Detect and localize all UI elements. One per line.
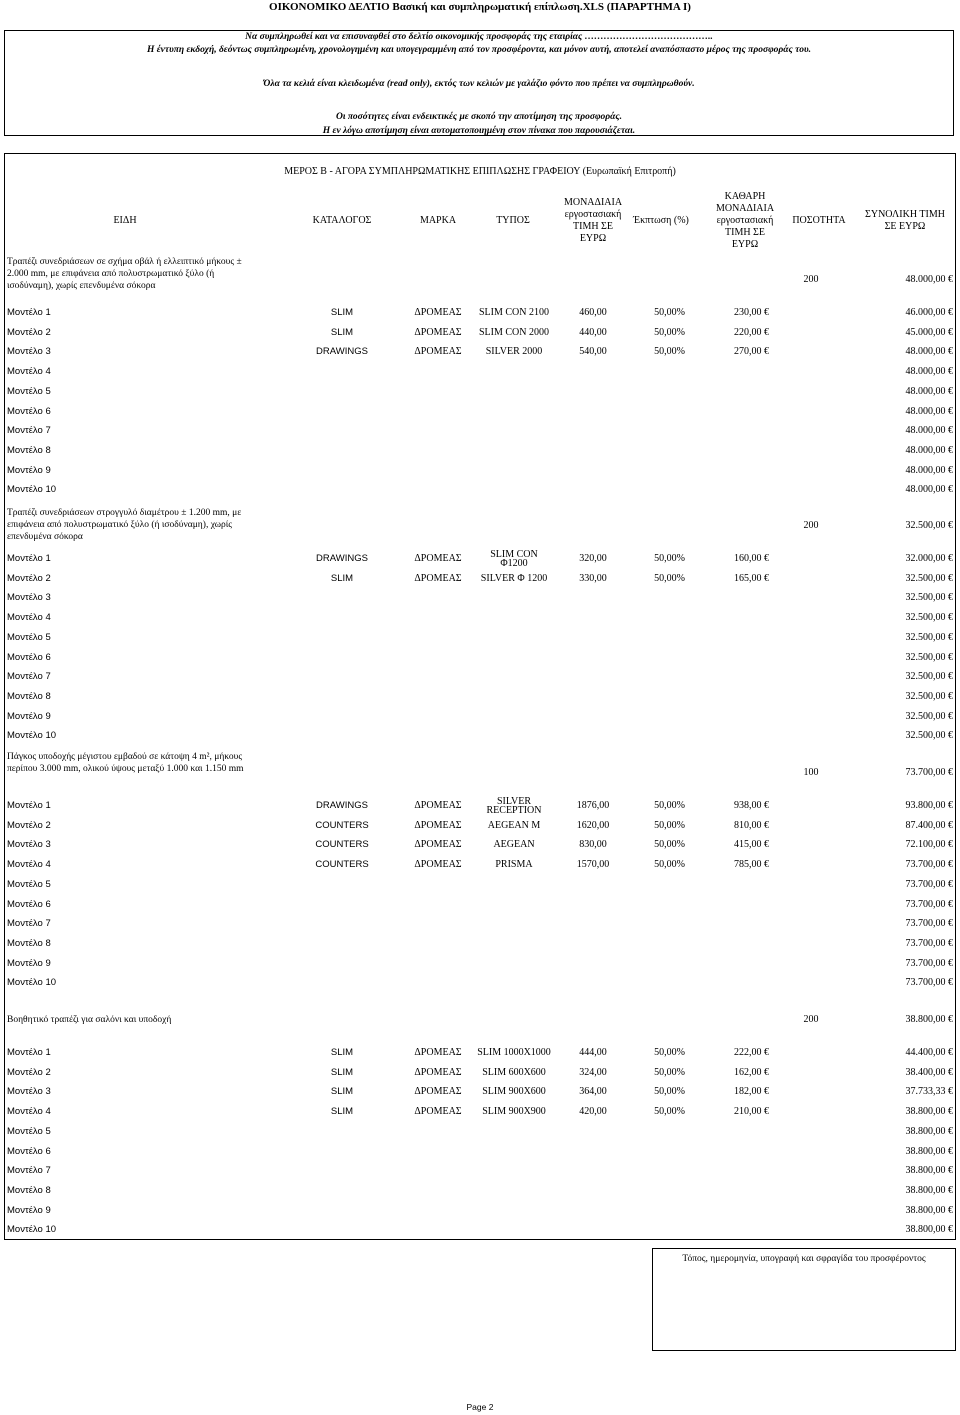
row-total-cell: 73.700,00 € — [905, 918, 953, 930]
table-row — [5, 1202, 953, 1220]
section-total: 32.500,00 € — [905, 520, 953, 531]
net-price-cell: 810,00 € — [734, 819, 769, 831]
row-total-cell: 48.000,00 € — [905, 405, 953, 417]
table-row — [5, 442, 953, 460]
col-header-type: ΤΥΠΟΣ — [496, 215, 530, 226]
section-quantity: 100 — [803, 767, 819, 778]
table-row — [5, 481, 953, 499]
section-description-line: Τραπέζι συνεδριάσεων στρογγυλό διαμέτρου ± 1.200 mm, με — [7, 508, 242, 518]
section-description-line: επενδυμένα σόκορα — [7, 532, 83, 542]
model-name: Μοντέλο 8 — [7, 937, 51, 949]
catalog-cell: DRAWINGS — [316, 553, 368, 564]
unit-price-cell: 1620,00 — [576, 819, 610, 831]
signature-box — [652, 1248, 956, 1351]
row-total-cell: 38.800,00 € — [905, 1106, 953, 1118]
model-name: Μοντέλο 8 — [7, 1184, 51, 1196]
unit-price-cell: 324,00 — [579, 1066, 607, 1078]
section-quantity: 200 — [803, 274, 819, 285]
net-price-cell: 160,00 € — [734, 553, 769, 564]
net-price-cell: 210,00 € — [734, 1106, 769, 1118]
catalog-cell: DRAWINGS — [316, 346, 368, 358]
brand-cell: ΔΡΟΜΕΑΣ — [414, 572, 462, 584]
table-row — [5, 974, 953, 992]
type-cell: SLIM 1000X1000 — [477, 1047, 551, 1058]
net-price-cell: 230,00 € — [734, 307, 769, 318]
unit-price-cell: 1570,00 — [576, 859, 610, 871]
table-row — [5, 1083, 953, 1101]
type-cell-line: SILVER — [496, 796, 532, 807]
row-total-cell: 72.100,00 € — [905, 839, 953, 851]
row-total-cell: 73.700,00 € — [905, 957, 953, 969]
model-name: Μοντέλο 3 — [7, 1086, 51, 1098]
model-name: Μοντέλο 2 — [7, 572, 51, 584]
model-name: Μοντέλο 5 — [7, 878, 51, 890]
row-total-cell: 46.000,00 € — [905, 307, 953, 318]
brand-cell: ΔΡΟΜΕΑΣ — [414, 1086, 462, 1098]
model-name: Μοντέλο 2 — [7, 1066, 51, 1078]
brand-cell: ΔΡΟΜΕΑΣ — [414, 326, 462, 338]
net-price-cell: 270,00 € — [734, 346, 769, 358]
discount-cell: 50,00% — [654, 839, 685, 851]
section-description-line: Πάγκος υποδοχής μέγιστου εμβαδού σε κάτοψη 4 m², μήκους — [7, 752, 243, 762]
type-cell: SLIM CON 2000 — [478, 326, 549, 338]
row-total-cell: 32.500,00 € — [905, 631, 953, 643]
catalog-cell: SLIM — [330, 326, 354, 338]
instructions-box — [4, 30, 954, 136]
catalog-cell: COUNTERS — [315, 859, 369, 871]
model-name: Μοντέλο 7 — [7, 1165, 51, 1177]
discount-cell: 50,00% — [654, 859, 685, 871]
table-row — [5, 422, 953, 440]
unit-price-cell: 444,00 — [579, 1047, 607, 1058]
type-cell: PRISMA — [495, 859, 533, 871]
model-name: Μοντέλο 3 — [7, 839, 51, 851]
discount-cell: 50,00% — [654, 572, 685, 584]
row-total-cell: 37.733,33 € — [905, 1086, 953, 1098]
col-header-net-price: ΚΑΘΑΡΗ ΜΟΝΑΔΙΑΙΑ εργοστασιακή ΤΙΜΗ ΣΕ ΕΥΡΩ — [715, 191, 775, 250]
row-total-cell: 32.500,00 € — [905, 710, 953, 722]
row-total-cell: 48.000,00 € — [905, 444, 953, 456]
catalog-cell: COUNTERS — [315, 819, 369, 831]
brand-cell: ΔΡΟΜΕΑΣ — [414, 819, 462, 831]
net-price-cell: 938,00 € — [734, 800, 769, 811]
model-name: Μοντέλο 5 — [7, 385, 51, 397]
unit-price-cell: 460,00 — [579, 307, 607, 318]
model-name: Μοντέλο 2 — [7, 819, 51, 831]
table-row — [5, 589, 953, 607]
catalog-cell: SLIM — [330, 1066, 354, 1078]
row-total-cell: 32.500,00 € — [905, 572, 953, 584]
col-header-quantity: ΠΟΣΟΤΗΤΑ — [792, 215, 846, 226]
table-row — [5, 343, 953, 361]
row-total-cell: 32.500,00 € — [905, 690, 953, 702]
brand-cell: ΔΡΟΜΕΑΣ — [414, 1066, 462, 1078]
table-row — [5, 1123, 953, 1141]
type-cell-line: RECEPTION — [486, 805, 542, 816]
model-name: Μοντέλο 9 — [7, 957, 51, 969]
model-name: Μοντέλο 1 — [7, 553, 51, 564]
catalog-cell: SLIM — [330, 1047, 354, 1058]
row-total-cell: 48.000,00 € — [905, 366, 953, 378]
note-quantities: Οι ποσότητες είναι ενδεικτικές με σκοπό την αποτίμηση της προσφοράς. — [335, 112, 623, 122]
catalog-cell: SLIM — [330, 572, 354, 584]
row-total-cell: 48.000,00 € — [905, 464, 953, 476]
row-total-cell: 32.000,00 € — [905, 553, 953, 564]
model-name: Μοντέλο 6 — [7, 651, 51, 663]
section-description — [7, 1014, 171, 1026]
model-name: Μοντέλο 8 — [7, 444, 51, 456]
section-quantity: 200 — [803, 520, 819, 531]
table-row — [5, 856, 953, 874]
model-name: Μοντέλο 5 — [7, 1125, 51, 1137]
col-header-item: ΕΙΔΗ — [113, 215, 137, 226]
discount-cell: 50,00% — [654, 800, 685, 811]
type-cell — [467, 797, 561, 815]
page-number: Page 2 — [466, 1402, 494, 1412]
unit-price-cell: 320,00 — [579, 553, 607, 564]
model-name: Μοντέλο 10 — [7, 977, 57, 989]
row-total-cell: 44.400,00 € — [905, 1047, 953, 1058]
row-total-cell: 48.000,00 € — [905, 484, 953, 496]
row-total-cell: 48.000,00 € — [905, 346, 953, 358]
price-table — [4, 153, 956, 1240]
note-valuation: Η εν λόγω αποτίμηση είναι αυτοματοποιημένη στον πίνακα που παρουσιάζεται. — [322, 126, 636, 136]
part-title: ΜΕΡΟΣ Β - ΑΓΟΡΑ ΣΥΜΠΛΗΡΩΜΑΤΙΚΗΣ ΕΠΙΠΛΩΣΗΣ ΓΡΑΦΕΙΟΥ (Ευρωπαϊκή Επιτροπή) — [284, 166, 676, 177]
table-row — [5, 1143, 953, 1161]
brand-cell: ΔΡΟΜΕΑΣ — [414, 800, 462, 811]
type-cell: AEGEAN — [493, 839, 535, 851]
table-row — [5, 708, 953, 726]
row-total-cell: 87.400,00 € — [905, 819, 953, 831]
model-name: Μοντέλο 9 — [7, 464, 51, 476]
table-row — [5, 876, 953, 894]
table-row — [5, 629, 953, 647]
brand-cell: ΔΡΟΜΕΑΣ — [414, 839, 462, 851]
section-description-line: 2.000 mm, με επιφάνεια από πολυστρωματικό ξύλο (ή — [7, 269, 215, 279]
section-description — [7, 507, 241, 543]
table-row — [5, 1182, 953, 1200]
discount-cell: 50,00% — [654, 346, 685, 358]
type-cell: AEGEAN M — [487, 819, 541, 831]
unit-price-cell: 364,00 — [579, 1086, 607, 1098]
note-attach: Να συμπληρωθεί και να επισυναφθεί στο δελτίο οικονομικής προσφοράς της εταιρίας ………………………………….. — [245, 32, 713, 42]
row-total-cell: 73.700,00 € — [905, 898, 953, 910]
model-name: Μοντέλο 5 — [7, 631, 51, 643]
unit-price-cell: 330,00 — [579, 572, 607, 584]
col-header-brand: ΜΑΡΚΑ — [419, 215, 457, 226]
model-name: Μοντέλο 6 — [7, 405, 51, 417]
table-row — [5, 403, 953, 421]
net-price-cell: 785,00 € — [734, 859, 769, 871]
discount-cell: 50,00% — [654, 819, 685, 831]
row-total-cell: 38.800,00 € — [905, 1145, 953, 1157]
model-name: Μοντέλο 3 — [7, 592, 51, 604]
row-total-cell: 38.800,00 € — [905, 1165, 953, 1177]
catalog-cell: SLIM — [330, 1106, 354, 1118]
model-name: Μοντέλο 3 — [7, 346, 51, 358]
row-total-cell: 32.500,00 € — [905, 671, 953, 683]
row-total-cell: 38.800,00 € — [905, 1204, 953, 1216]
brand-cell: ΔΡΟΜΕΑΣ — [414, 859, 462, 871]
table-row — [5, 1103, 953, 1121]
discount-cell: 50,00% — [654, 1086, 685, 1098]
section-total: 48.000,00 € — [905, 274, 953, 285]
row-total-cell: 48.000,00 € — [905, 425, 953, 437]
model-name: Μοντέλο 7 — [7, 425, 51, 437]
model-name: Μοντέλο 10 — [7, 1224, 57, 1236]
type-cell-line: SLIM CON — [490, 549, 538, 560]
catalog-cell: COUNTERS — [315, 839, 369, 851]
row-total-cell: 32.500,00 € — [905, 612, 953, 624]
catalog-cell: DRAWINGS — [316, 800, 368, 811]
net-price-cell: 220,00 € — [734, 326, 769, 338]
type-cell: SLIM 600X600 — [482, 1066, 546, 1078]
model-name: Μοντέλο 1 — [7, 1047, 51, 1058]
table-row — [5, 383, 953, 401]
table-row — [5, 649, 953, 667]
model-name: Μοντέλο 9 — [7, 1204, 51, 1216]
col-header-total: ΣΥΝΟΛΙΚΗ ΤΙΜΗ ΣΕ ΕΥΡΩ — [865, 209, 945, 232]
model-name: Μοντέλο 4 — [7, 859, 51, 871]
discount-cell: 50,00% — [654, 553, 685, 564]
brand-cell: ΔΡΟΜΕΑΣ — [414, 1106, 462, 1118]
model-name: Μοντέλο 7 — [7, 671, 51, 683]
section-description-line: ισοδύναμη), χωρίς επενδυμένα σόκορα — [7, 281, 156, 291]
discount-cell: 50,00% — [654, 326, 685, 338]
type-cell-line: Φ1200 — [500, 558, 528, 569]
model-name: Μοντέλο 2 — [7, 326, 51, 338]
type-cell: SLIM 900X900 — [482, 1106, 546, 1118]
table-row — [5, 1064, 953, 1082]
table-row — [5, 935, 953, 953]
table-row — [5, 817, 953, 835]
signature-label: Τόπος, ημερομηνία, υπογραφή και σφραγίδα του προσφέροντος — [682, 1254, 926, 1264]
model-name: Μοντέλο 9 — [7, 710, 51, 722]
type-cell: SLIM CON 2100 — [478, 307, 549, 318]
model-name: Μοντέλο 7 — [7, 918, 51, 930]
table-row — [5, 304, 953, 322]
table-row — [5, 688, 953, 706]
section-description — [7, 256, 242, 292]
model-name: Μοντέλο 1 — [7, 800, 51, 811]
unit-price-cell: 830,00 — [579, 839, 607, 851]
model-name: Μοντέλο 6 — [7, 898, 51, 910]
discount-cell: 50,00% — [654, 307, 685, 318]
row-total-cell: 38.400,00 € — [905, 1066, 953, 1078]
model-name: Μοντέλο 4 — [7, 1106, 51, 1118]
unit-price-cell: 440,00 — [579, 326, 607, 338]
table-row — [5, 955, 953, 973]
brand-cell: ΔΡΟΜΕΑΣ — [414, 553, 462, 564]
table-row — [5, 609, 953, 627]
table-row — [5, 363, 953, 381]
section-total: 73.700,00 € — [905, 767, 953, 778]
brand-cell: ΔΡΟΜΕΑΣ — [414, 346, 462, 358]
model-name: Μοντέλο 8 — [7, 690, 51, 702]
net-price-cell: 415,00 € — [734, 839, 769, 851]
table-row — [5, 896, 953, 914]
row-total-cell: 93.800,00 € — [905, 800, 953, 811]
net-price-cell: 182,00 € — [734, 1086, 769, 1098]
col-header-catalog: ΚΑΤΑΛΟΓΟΣ — [312, 215, 372, 226]
table-row — [5, 797, 953, 815]
note-printed-version: Η έντυπη εκδοχή, δεόντως συμπληρωμένη, χρονολογημένη και υπογεγραμμένη από τον προσφέροντα, και μόνον αυτή, αποτελεί αναπόσπαστο μέρος της προσφοράς του. — [146, 45, 812, 55]
row-total-cell: 32.500,00 € — [905, 730, 953, 742]
unit-price-cell: 540,00 — [579, 346, 607, 358]
net-price-cell: 162,00 € — [734, 1066, 769, 1078]
row-total-cell: 73.700,00 € — [905, 859, 953, 871]
table-row — [5, 836, 953, 854]
section-description-line: περίπου 3.000 mm, ολικού ύψους μεταξύ 1.000 και 1.150 mm — [7, 764, 244, 774]
model-name: Μοντέλο 1 — [7, 307, 51, 318]
discount-cell: 50,00% — [654, 1106, 685, 1118]
row-total-cell: 73.700,00 € — [905, 878, 953, 890]
section-description-line: επιφάνεια από πολυστρωματικό ξύλο (ή ισοδύναμη), χωρίς — [7, 520, 233, 530]
table-row — [5, 915, 953, 933]
table-row — [5, 727, 953, 745]
table-row — [5, 462, 953, 480]
table-row — [5, 668, 953, 686]
type-cell — [467, 550, 561, 568]
section-description — [7, 751, 244, 775]
unit-price-cell: 1876,00 — [576, 800, 610, 811]
col-header-unit-price: ΜΟΝΑΔΙΑΙΑ εργοστασιακή ΤΙΜΗ ΣΕ ΕΥΡΩ — [563, 197, 623, 244]
brand-cell: ΔΡΟΜΕΑΣ — [414, 307, 462, 318]
section-description-line: Βοηθητικό τραπέζι για σαλόνι και υποδοχή — [7, 1015, 172, 1025]
note-locked-cells: Όλα τα κελιά είναι κλειδωμένα (read only), εκτός των κελιών με γαλάζιο φόντο που πρέπει να συμπληρωθούν. — [263, 79, 695, 89]
type-cell: SLIM 900X600 — [482, 1086, 546, 1098]
row-total-cell: 38.800,00 € — [905, 1184, 953, 1196]
table-row — [5, 550, 953, 568]
discount-cell: 50,00% — [654, 1047, 685, 1058]
row-total-cell: 45.000,00 € — [905, 326, 953, 338]
model-name: Μοντέλο 10 — [7, 484, 57, 496]
model-name: Μοντέλο 10 — [7, 730, 57, 742]
table-row — [5, 1162, 953, 1180]
row-total-cell: 48.000,00 € — [905, 385, 953, 397]
table-row — [5, 570, 953, 588]
table-row — [5, 324, 953, 342]
table-row — [5, 1044, 953, 1062]
model-name: Μοντέλο 4 — [7, 612, 51, 624]
row-total-cell: 32.500,00 € — [905, 592, 953, 604]
row-total-cell: 32.500,00 € — [905, 651, 953, 663]
row-total-cell: 38.800,00 € — [905, 1125, 953, 1137]
table-row — [5, 1221, 953, 1239]
section-quantity: 200 — [803, 1014, 819, 1025]
row-total-cell: 73.700,00 € — [905, 937, 953, 949]
type-cell: SILVER Φ 1200 — [480, 572, 548, 584]
section-description-line: Τραπέζι συνεδριάσεων σε σχήμα οβάλ ή ελλειπτικό μήκους ± — [7, 257, 242, 267]
brand-cell: ΔΡΟΜΕΑΣ — [414, 1047, 462, 1058]
page-title: ΟΙΚΟΝΟΜΙΚΟ ΔΕΛΤΙΟ Βασική και συμπληρωματική επίπλωση.XLS (ΠΑΡΑΡΤΗΜΑ Ι) — [269, 1, 691, 13]
row-total-cell: 73.700,00 € — [905, 977, 953, 989]
row-total-cell: 38.800,00 € — [905, 1224, 953, 1236]
net-price-cell: 222,00 € — [734, 1047, 769, 1058]
section-total: 38.800,00 € — [905, 1014, 953, 1025]
catalog-cell: SLIM — [330, 1086, 354, 1098]
catalog-cell: SLIM — [330, 307, 354, 318]
model-name: Μοντέλο 4 — [7, 366, 51, 378]
net-price-cell: 165,00 € — [734, 572, 769, 584]
unit-price-cell: 420,00 — [579, 1106, 607, 1118]
model-name: Μοντέλο 6 — [7, 1145, 51, 1157]
type-cell: SILVER 2000 — [485, 346, 543, 358]
col-header-discount: Έκπτωση (%) — [633, 215, 689, 226]
discount-cell: 50,00% — [654, 1066, 685, 1078]
